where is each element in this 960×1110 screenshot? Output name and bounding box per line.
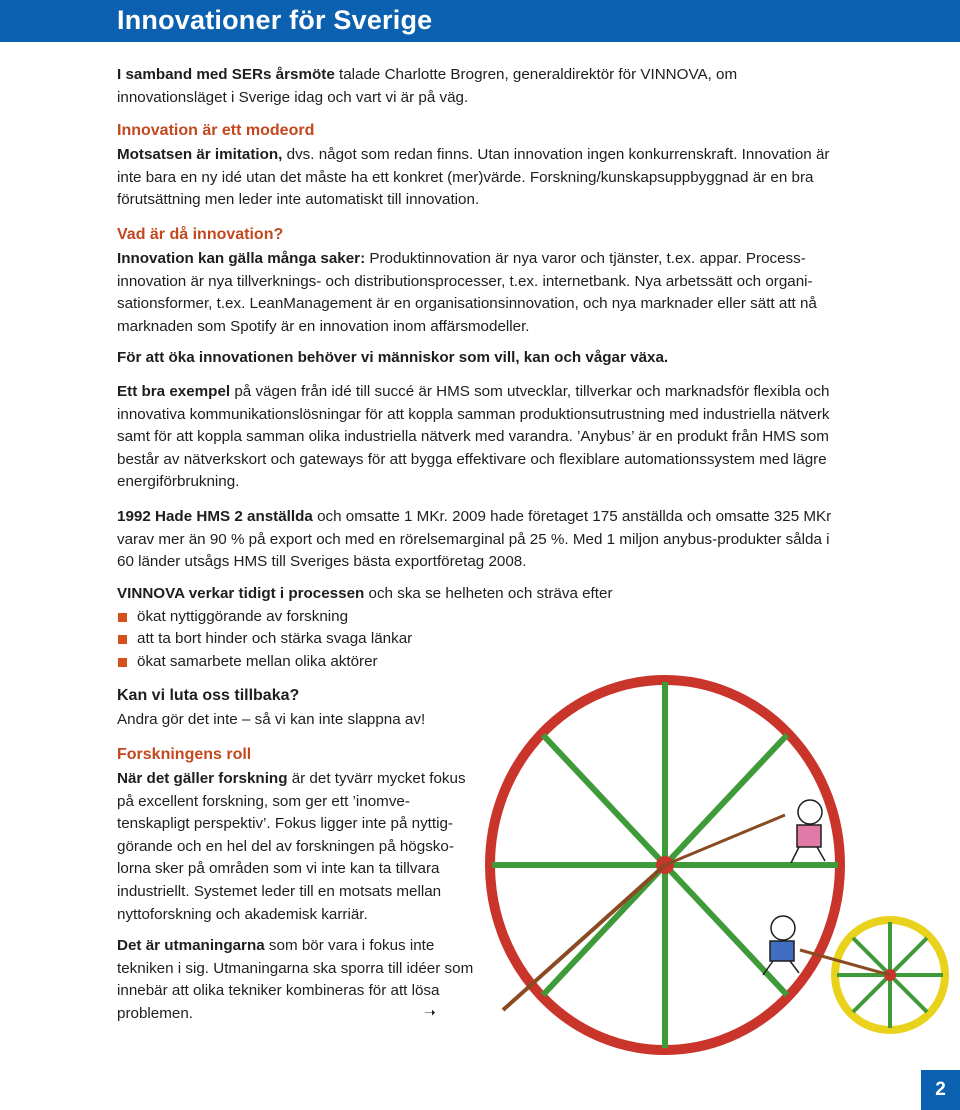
paragraph-modeord xyxy=(117,144,845,212)
utmaningar-lead: Det är utmaningarna xyxy=(117,937,265,954)
section-heading-forskning: Forskningens roll xyxy=(117,746,252,763)
list-item: att ta bort hinder och stärka svaga länkar xyxy=(117,628,845,651)
intro-paragraph xyxy=(117,64,845,109)
child-figure xyxy=(763,916,799,975)
list-item: ökat nyttiggörande av forskning xyxy=(117,606,845,629)
vad-lead: Innovation kan gälla många saker: xyxy=(117,250,366,267)
title-bar xyxy=(0,0,960,42)
section-heading-vad: Vad är då innovation? xyxy=(117,226,284,243)
paragraph-vad xyxy=(117,248,845,338)
hms-text: på vägen från idé till succé är HMS som utvecklar, tillverkar och marknadsför flexibla och innovativa kommunikationslösningar för att koppla samman produktionsutrustning med industriella nätverk samt för att koppla samman olika industriella nätverk med varandra. ’Anybus’ är en produkt från HMS som består av nätverkskort och gateways för att bygga effektivare och flexiblare automationssystem med lägre energiförbrukning. xyxy=(117,383,830,491)
paragraph-luta: Andra gör det inte – så vi kan inte slappna av! xyxy=(117,711,426,728)
page-title: Innovationer för Sverige xyxy=(117,5,433,35)
vinnova-text: och ska se helheten och sträva efter xyxy=(364,585,613,602)
vad-text: Produktinnovation är nya varor och tjänster, t.ex. appar. Process-innovation är nya tillverknings- och distributionsprocesser, t.ex. internetbank. Nya arbetssätt och organi-sationsformer, t.ex. LeanManagement är en organisationsinnovation, och nya marknader eller sätt att nå marknaden som Spotify är en innovation inom affärsmodeller. xyxy=(117,250,817,335)
page-number: 2 xyxy=(921,1070,960,1110)
section-heading-modeord: Innovation är ett modeord xyxy=(117,122,315,139)
highlight-statement: För att öka innovationen behöver vi människor som vill, kan och vågar växa. xyxy=(117,349,669,366)
paragraph-utmaningar xyxy=(117,935,477,1025)
intro-lead: I samband med SERs årsmöte xyxy=(117,66,335,83)
modeord-lead: Motsatsen är imitation, xyxy=(117,146,283,163)
section-heading-luta: Kan vi luta oss tillbaka? xyxy=(117,687,300,704)
utmaningar-text: som bör vara i fokus inte tekniken i sig. Utmaningarna ska sporra till idéer som innebär att olika tekniker kombineras för att lösa problemen. xyxy=(117,937,474,1022)
bullet-square-icon xyxy=(118,658,127,667)
paragraph-forskning xyxy=(117,768,477,926)
bullet-square-icon xyxy=(118,635,127,644)
paragraph-1992 xyxy=(117,506,845,574)
list-item: ökat samarbete mellan olika aktörer xyxy=(117,651,845,674)
continue-arrow-icon: ➝ xyxy=(424,1004,436,1020)
bullet-square-icon xyxy=(118,613,127,622)
history-text: och omsatte 1 MKr. 2009 hade företaget 175 anställda och omsatte 325 MKr varav mer än 90 % på export och med en rörelsemarginal på 25 %. Med 1 miljon anybus-produkter sålda i 60 länder utsågs HMS till Sveriges bästa exportföretag 2008. xyxy=(117,508,832,571)
history-lead: 1992 Hade HMS 2 anställda xyxy=(117,508,313,525)
paragraph-hms xyxy=(117,381,845,494)
forskning-lead: När det gäller forskning xyxy=(117,770,288,787)
wheels-illustration xyxy=(485,660,955,1060)
modeord-text: dvs. något som redan finns. Utan innovation ingen konkurrenskraft. Innovation är inte bara en ny idé utan det måste ha ett konkret (mer)värde. Forskning/kunskapsuppbyggnad är en bra förutsättning men leder inte automatiskt till innovation. xyxy=(117,146,830,209)
vinnova-lead: VINNOVA verkar tidigt i processen xyxy=(117,585,365,602)
child-figure xyxy=(791,800,825,863)
forskning-text: är det tyvärr mycket fokus på excellent forskning, som ger ett ’inomve-tenskapligt perspektiv’. Fokus ligger inte på nyttig-görande och en hel del av forskningen på högsko-lorna sker på områden som vi inte kan ta tillvara industriellt. Systemet leder till en motsats mellan nyttoforskning och akademisk karriär. xyxy=(117,770,466,923)
intro-text: talade Charlotte Brogren, generaldirektör för VINNOVA, om innovationsläget i Sverige idag och vart vi är på väg. xyxy=(117,66,738,106)
hms-lead: Ett bra exempel xyxy=(117,383,231,400)
